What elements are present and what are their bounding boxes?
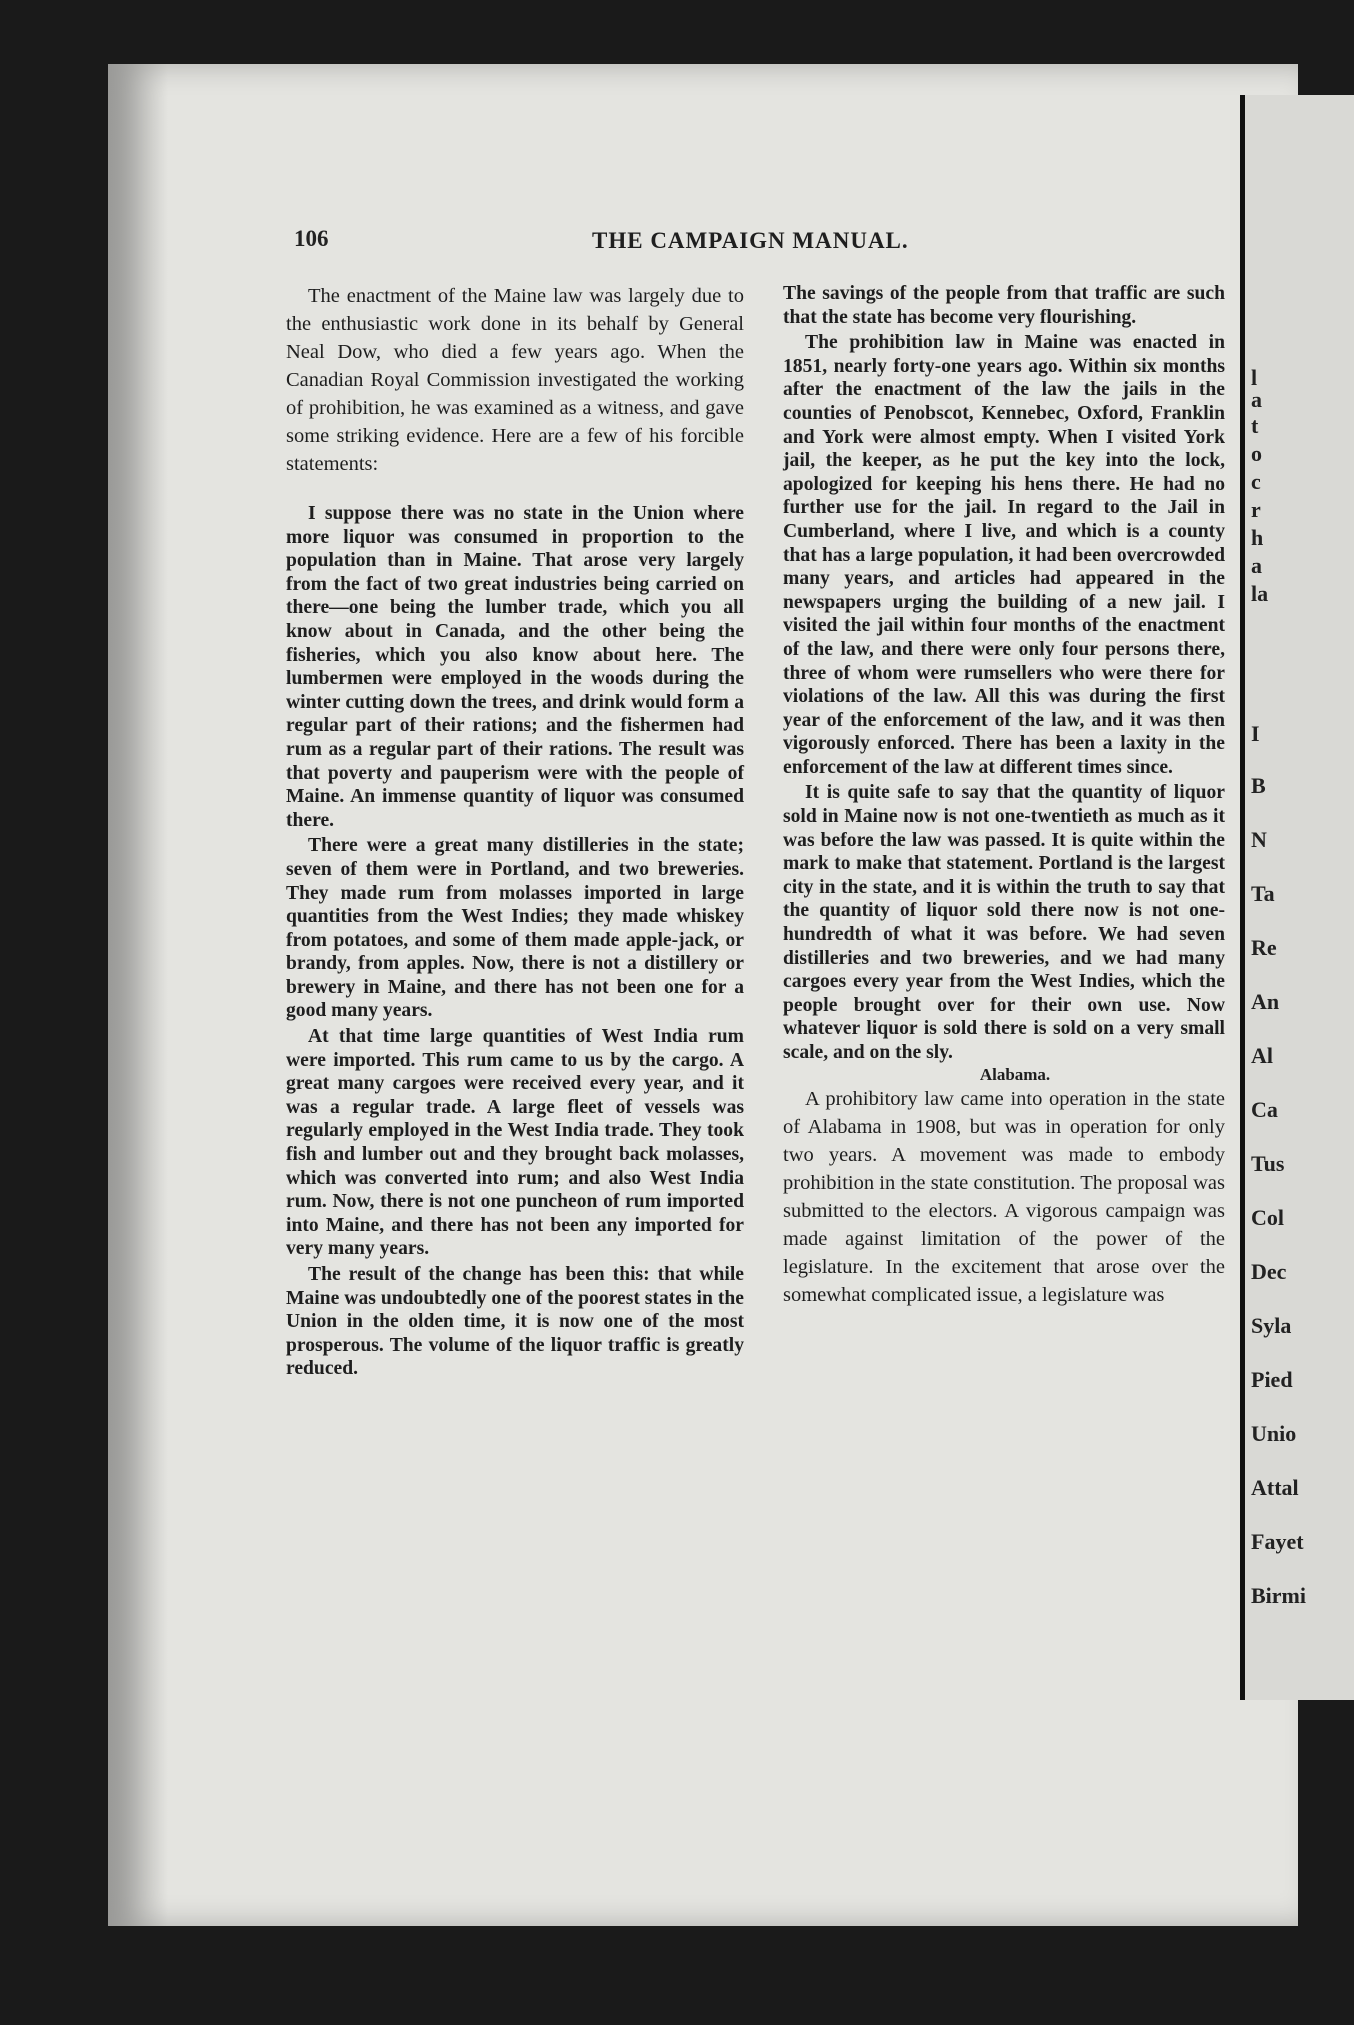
facing-page-fragment: Tus bbox=[1251, 1151, 1285, 1176]
facing-page-fragment: Attal bbox=[1251, 1475, 1299, 1500]
facing-page-fragment: la bbox=[1251, 581, 1269, 606]
facing-page-fragment: Re bbox=[1251, 935, 1277, 960]
facing-page-fragment: Syla bbox=[1251, 1313, 1292, 1338]
facing-page-fragment: N bbox=[1251, 827, 1267, 852]
facing-page-fragment: r bbox=[1251, 497, 1261, 522]
running-title: THE CAMPAIGN MANUAL. bbox=[592, 228, 909, 253]
facing-page-fragment: I bbox=[1251, 721, 1260, 746]
facing-page-fragment: o bbox=[1251, 441, 1262, 466]
facing-page-fragment: Ta bbox=[1251, 881, 1275, 906]
quote-paragraph: The prohibition law in Maine was enacted in 1851, nearly forty-one years ago. Within six months after the enactment of the law the jails in the counties of Penobscot, Kennebec, Oxford, Franklin and York were almost empty. When I visited York jail, the keeper, as he put the key into the lock, apologized for keeping his hens there. He had no further use for the jail. In regard to the Jail in Cumberland, where I live, and which is a county that has a large population, it had been overcrowded many years, and articles had appeared in the newspapers urging the building of a new jail. I visited the jail within four months of the enactment of the law, and there were only four persons there, three of whom were rumsellers who were there for violations of the law. All this was during the first year of the enforcement of the law, and it was then vigorously enforced. There has been a laxity in the enforcement of the law at different times since. bbox=[783, 332, 1225, 778]
facing-page-fragment: Birmi bbox=[1251, 1583, 1306, 1608]
facing-page-fragment: c bbox=[1251, 469, 1261, 494]
facing-page-fragment: Al bbox=[1251, 1043, 1273, 1068]
facing-page-fragment: Unio bbox=[1251, 1421, 1297, 1446]
facing-page-fragment: t bbox=[1251, 413, 1259, 438]
facing-page-fragment: An bbox=[1251, 989, 1280, 1014]
page-number: 106 bbox=[294, 226, 329, 251]
quote-paragraph: There were a great many distilleries in the state; seven of them were in Portland, and two breweries. They made rum from molasses imported in large quantities from the West Indies; they made whiskey from potatoes, and some of them made apple-jack, or brandy, from apples. Now, there is not a distillery or brewery in Maine, and there has not been one for a good many years. bbox=[286, 835, 744, 1022]
facing-page-fragment: Dec bbox=[1251, 1259, 1287, 1284]
quote-paragraph: It is quite safe to say that the quantity of liquor sold in Maine now is not one-twentieth as much as it was before the law was passed. It is quite within the mark to make that statement. Portland is the largest city in the state, and it is within the truth to say that the quantity of liquor sold there now is not one-hundredth of what it was before. We had seven distilleries and two breweries, and we had many cargoes every year from the West Indies, which the people brought over for their own use. Now whatever liquor is sold there is sold on a very small scale, and on the sly. bbox=[783, 782, 1225, 1063]
facing-page-fragment: Ca bbox=[1251, 1097, 1278, 1122]
section-heading: Alabama. bbox=[979, 1064, 1051, 1084]
facing-page-fragment: a bbox=[1251, 387, 1262, 412]
quote-paragraph: I suppose there was no state in the Union where more liquor was consumed in proportion to the population than in Maine. That arose very largely from the fact of two great industries being carried on there—one being the lumber trade, which you all know about in Canada, and the other being the fisheries, which you also know about here. The lumbermen were employed in the woods during the winter cutting down the trees, and drink would form a regular part of their rations; and the fishermen had rum as a regular part of their rations. The result was that poverty and pauperism were with the people of Maine. An immense quantity of liquor was consumed there. bbox=[286, 503, 744, 831]
facing-page-fragment: B bbox=[1251, 773, 1266, 798]
facing-page-fragment: Col bbox=[1251, 1205, 1284, 1230]
facing-page-fragment: l bbox=[1251, 365, 1258, 390]
facing-page-edge bbox=[1240, 95, 1354, 1700]
facing-page-fragment: h bbox=[1251, 525, 1264, 550]
quote-paragraph: The result of the change has been this: that while Maine was undoubtedly one of the poorest states in the Union in the olden time, it is now one of the most prosperous. The volume of the liquor traffic is greatly reduced. bbox=[286, 1264, 744, 1380]
facing-page-fragment: a bbox=[1251, 553, 1262, 578]
facing-page-fragment: Pied bbox=[1251, 1367, 1293, 1392]
quote-paragraph: At that time large quantities of West India rum were imported. This rum came to us by the cargo. A great many cargoes were received every year, and it was a regular trade. A large fleet of vessels was regularly employed in the West India trade. They took fish and lumber out and they brought back molasses, which was converted into rum; and also West India rum. Now, there is not one puncheon of rum imported into Maine, and there has not been any imported for very many years. bbox=[286, 1026, 744, 1260]
right-column bbox=[783, 282, 1225, 1309]
quote-paragraph-continued: The savings of the people from that traffic are such that the state has become very flourishing. bbox=[783, 283, 1225, 328]
spine-shadow bbox=[108, 64, 168, 1926]
left-column bbox=[286, 282, 744, 1381]
intro-paragraph: The enactment of the Maine law was largely due to the enthusiastic work done in its behalf by General Neal Dow, who died a few years ago. When the Canadian Royal Commission investigated the working of prohibition, he was examined as a witness, and gave some striking evidence. Here are a few of his forcible statements: bbox=[286, 285, 744, 475]
page-header bbox=[294, 226, 974, 262]
facing-page-fragment: Fayet bbox=[1251, 1529, 1304, 1554]
alabama-paragraph: A prohibitory law came into operation in the state of Alabama in 1908, but was in operation for only two years. A movement was made to embody prohibition in the state constitution. The proposal was submitted to the electors. A vigorous campaign was made against limitation of the power of the legislature. In the excitement that arose over the somewhat complicated issue, a legislature was bbox=[783, 1087, 1225, 1306]
